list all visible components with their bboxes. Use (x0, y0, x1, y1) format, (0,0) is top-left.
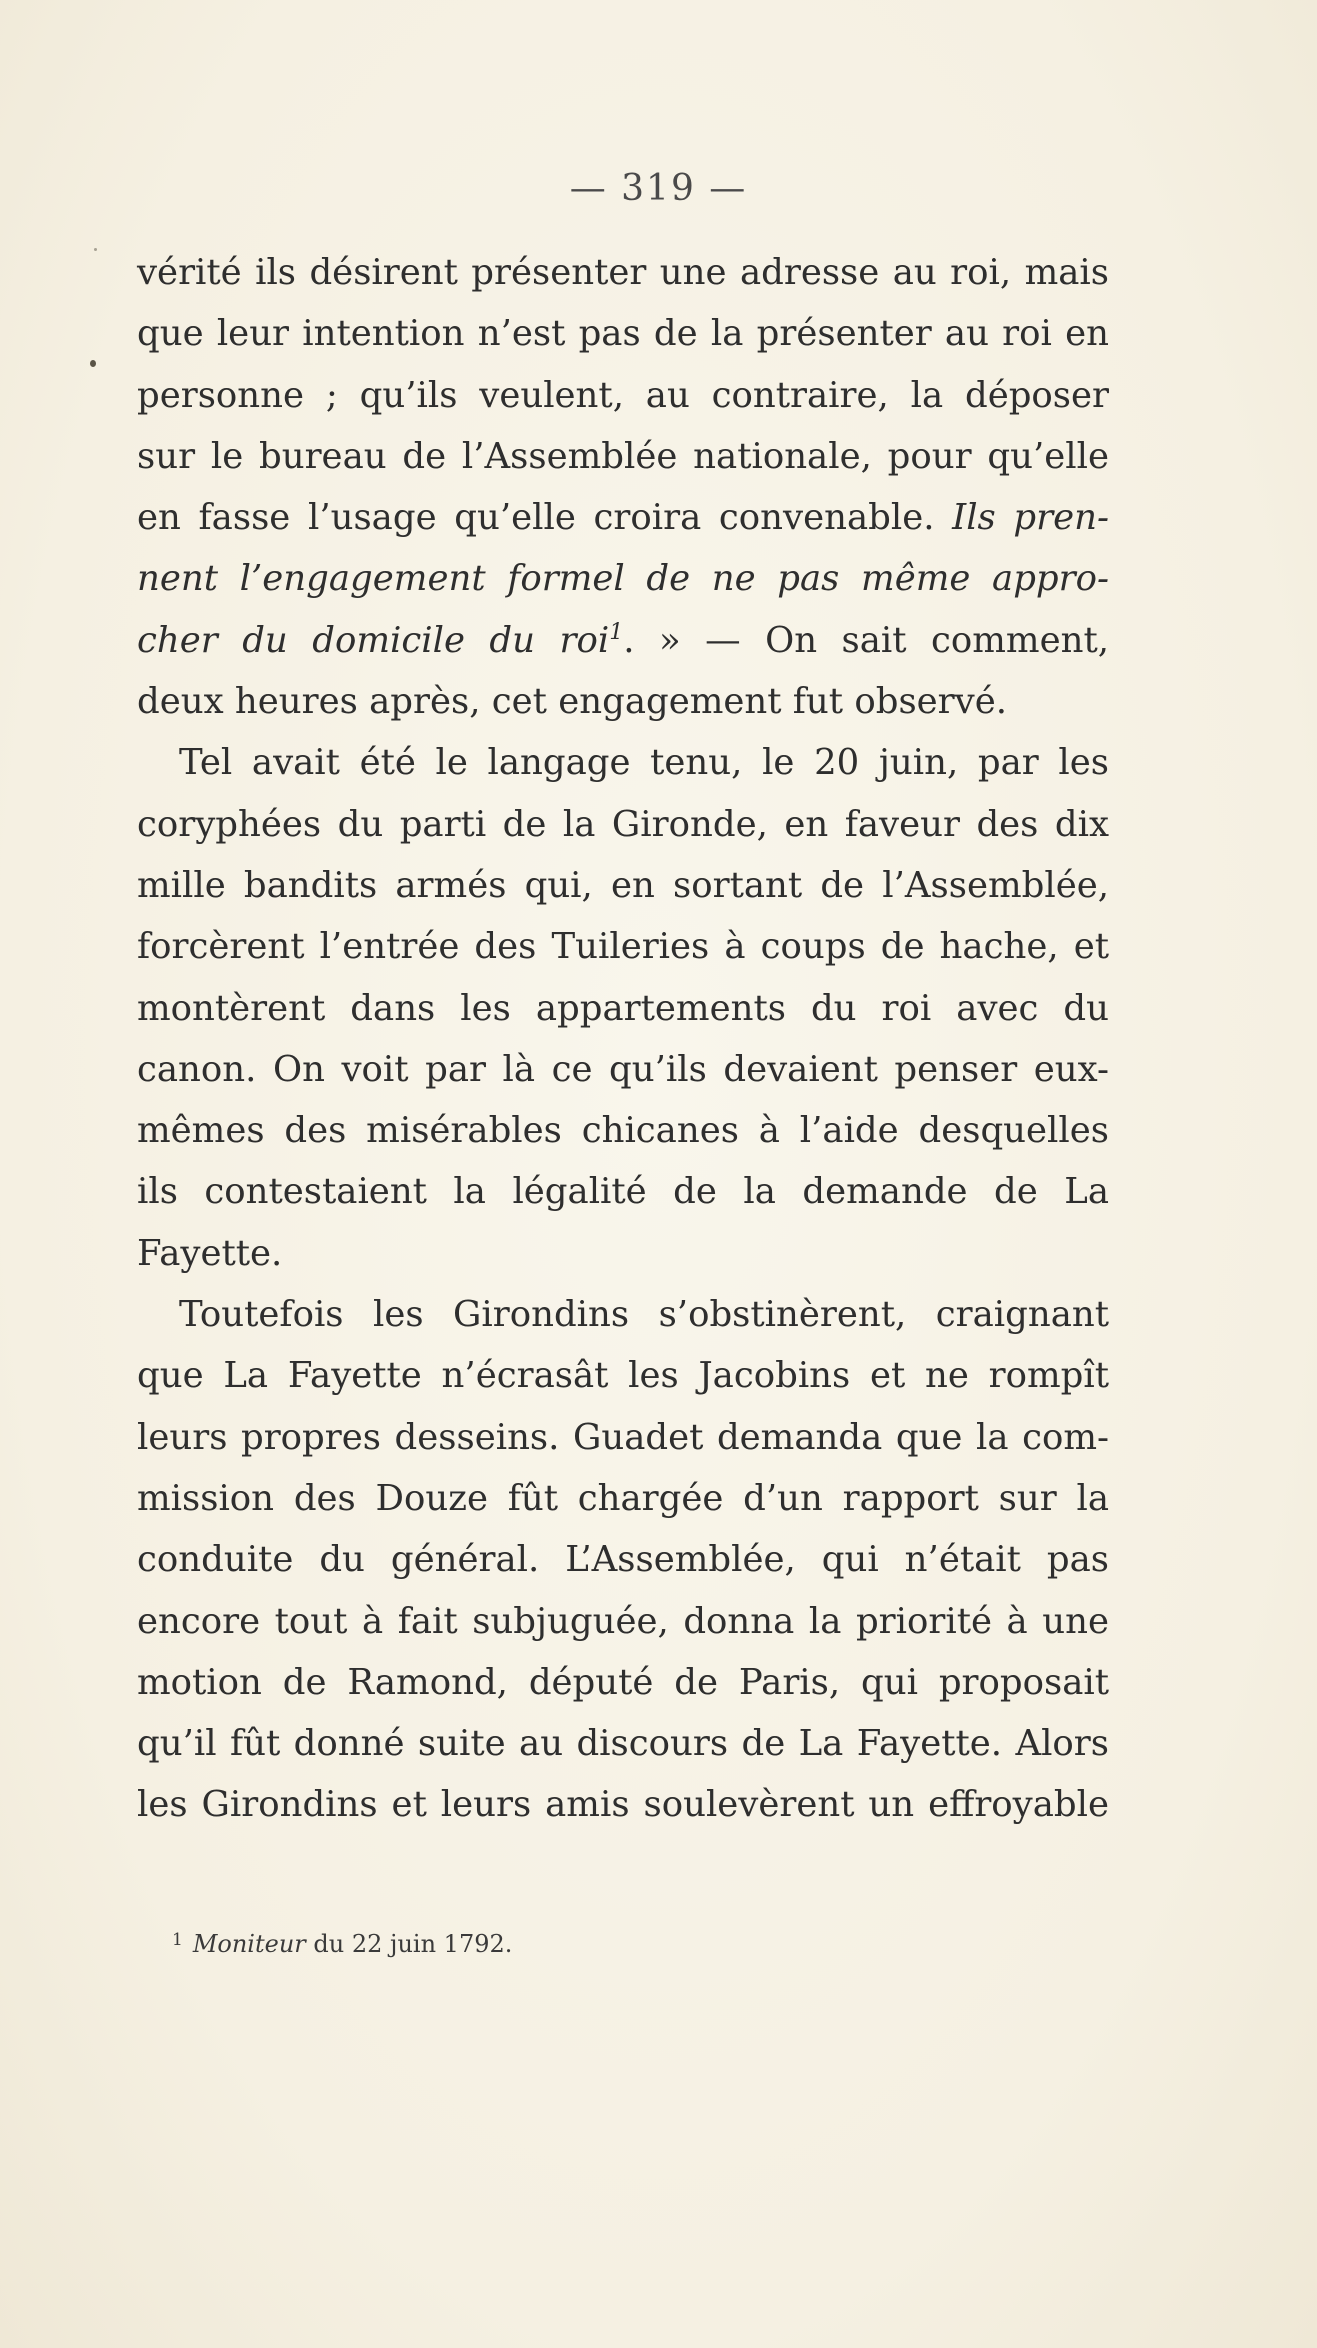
text-line (137, 1529, 1109, 1590)
footnote-reference: 1 (609, 619, 624, 645)
footnote-source-title: Moniteur (192, 1930, 306, 1958)
text-line (137, 242, 1109, 303)
line-segment: qu’il fût donné suite au discours de La Fayette. Alors (137, 1723, 1109, 1765)
line-segment: en fasse l’usage qu’elle croira convenable. (137, 497, 953, 539)
text-line (137, 916, 1109, 977)
text-line (137, 794, 1109, 855)
line-segment: mêmes des misérables chicanes à l’aide desquelles (137, 1110, 1109, 1152)
line-segment: ils contestaient la légalité de la demande de La (137, 1171, 1109, 1213)
body-text (137, 242, 1109, 1836)
text-line (137, 1468, 1109, 1529)
line-segment: forcèrent l’entrée des Tuileries à coups de hache, et (137, 926, 1109, 968)
text-line (137, 1713, 1109, 1774)
text-line (137, 487, 1109, 548)
text-line (137, 1161, 1109, 1222)
text-line (137, 855, 1109, 916)
text-line (137, 1774, 1109, 1835)
line-segment: . » — On sait comment, (623, 619, 1109, 661)
line-segment: mission des Douze fût chargée d’un rapport sur la (137, 1477, 1109, 1519)
text-line (137, 1407, 1109, 1468)
line-segment: vérité ils désirent présenter une adresse au roi, mais (137, 252, 1109, 293)
text-line (137, 1100, 1109, 1161)
text-line (137, 978, 1109, 1039)
line-segment: coryphées du parti de la Gironde, en faveur des dix (137, 803, 1109, 845)
line-segment: Tel avait été le langage tenu, le 20 juin, par les (179, 742, 1109, 784)
line-segment: nent l’engagement formel de ne pas même appro- (137, 558, 1109, 600)
text-line (137, 1345, 1109, 1406)
text-line (137, 671, 1109, 732)
text-line (137, 1039, 1109, 1100)
line-segment: conduite du général. L’Assemblée, qui n’était pas (137, 1539, 1109, 1581)
page-number: — 319 — (569, 168, 748, 209)
line-segment: mille bandits armés qui, en sortant de l’Assemblée, (137, 864, 1109, 906)
line-segment: Ils pren- (952, 497, 1109, 539)
footnote (172, 1930, 512, 1958)
line-segment: sur le bureau de l’Assemblée nationale, pour qu’elle (137, 435, 1109, 477)
line-segment: Toutefois les Girondins s’obstinèrent, craignant (179, 1294, 1109, 1336)
footnote-date: du 22 juin 1792. (305, 1930, 513, 1958)
line-segment: canon. On voit par là ce qu’ils devaient penser eux- (137, 1048, 1109, 1090)
text-line (137, 1223, 1109, 1284)
ink-speck (94, 248, 97, 251)
line-segment: que leur intention n’est pas de la présenter au roi en (137, 313, 1109, 355)
line-segment: montèrent dans les appartements du roi avec du (137, 987, 1109, 1029)
ink-speck (90, 360, 96, 367)
line-segment: que La Fayette n’écrasât les Jacobins et ne rompît (137, 1355, 1109, 1397)
line-segment: motion de Ramond, député de Paris, qui proposait (137, 1661, 1109, 1703)
text-line (137, 1284, 1109, 1345)
line-segment: deux heures après, cet engagement fut observé. (137, 681, 1007, 723)
text-line (137, 365, 1109, 426)
text-line (137, 303, 1109, 364)
text-line (137, 1591, 1109, 1652)
text-line (137, 1652, 1109, 1713)
footnote-mark: 1 (172, 1930, 183, 1950)
line-segment: les Girondins et leurs amis soulevèrent un effroyable (137, 1784, 1109, 1826)
line-segment: leurs propres desseins. Guadet demanda que la com- (137, 1416, 1109, 1458)
line-segment: Fayette. (137, 1232, 283, 1274)
text-line (137, 732, 1109, 793)
line-segment: personne ; qu’ils veulent, au contraire, la déposer (137, 374, 1109, 416)
text-line (137, 548, 1109, 609)
line-segment: encore tout à fait subjuguée, donna la priorité à une (137, 1600, 1109, 1642)
line-segment: cher du domicile du roi (137, 619, 610, 661)
text-line (137, 426, 1109, 487)
text-line (137, 610, 1109, 671)
